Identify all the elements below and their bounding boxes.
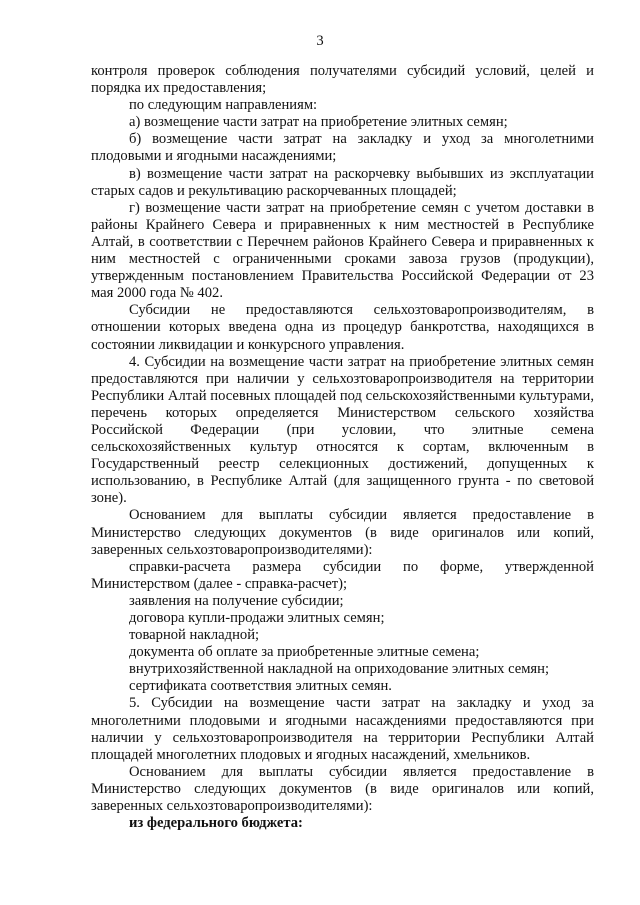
- doc-item-internal-invoice: внутрихозяйственной накладной на оприходование элитных семян;: [129, 661, 550, 678]
- list-item-a: а) возмещение части затрат на приобретение элитных семян;: [129, 114, 508, 131]
- paragraph-control-continuation: контроля проверок соблюдения получателями субсидий условий, целей и порядка их предоставления;: [91, 63, 594, 97]
- doc-item-calculation: справки-расчета размера субсидии по форме, утвержденной Министерством (далее - справка-расчет);: [91, 558, 594, 592]
- page-number: 3: [316, 33, 324, 49]
- heading-federal-budget: из федерального бюджета:: [129, 815, 303, 832]
- list-item-b: б) возмещение части затрат на закладку и уход за многолетними плодовыми и ягодными насаждениями;: [91, 131, 594, 165]
- paragraph-section-5: 5. Субсидии на возмещение части затрат на закладку и уход за многолетними плодовыми и ягодными насаждениями предоставляются при наличии у сельхозтоваропроизводителя на территории Республики Алтай площадей многолетних плодовых и ягодных насаждений, хмельников.: [91, 695, 594, 763]
- paragraph-basis-4: Основанием для выплаты субсидии является предоставление в Министерство следующих документов (в виде оригиналов или копий, заверенных сельхозтоваропроизводителями):: [91, 507, 594, 558]
- doc-item-certificate: сертификата соответствия элитных семян.: [129, 678, 392, 695]
- doc-item-invoice: товарной накладной;: [129, 627, 260, 644]
- list-item-v: в) возмещение части затрат на раскорчевку выбывших из эксплуатации старых садов и рекультивацию раскорчеванных площадей;: [91, 165, 594, 199]
- doc-item-contract: договора купли-продажи элитных семян;: [129, 610, 385, 626]
- paragraph-section-4: 4. Субсидии на возмещение части затрат на приобретение элитных семян предоставляются при наличии у сельхозтоваропроизводителя на территории Республики Алтай посевных площадей под сельскохозяйственными культурами, перечень которых определяется Министерством сельского хозяйства Российской Федерации (при условии, что элитные семена сельскохозяйственных культур относятся к сортам, включенным в Государственный реестр селекционных достижений, допущенных к использованию, в Республике Алтай (для защищенного грунта - по световой зоне).: [91, 353, 594, 507]
- doc-item-application: заявления на получение субсидии;: [129, 592, 344, 609]
- list-item-g: г) возмещение части затрат на приобретение семян с учетом доставки в районы Крайнего Севера и приравненных к ним местностей в Республике Алтай, в соответствии с Перечнем районов Крайнего Севера и приравненных к ним местностей с ограниченными сроками завоза грузов (продукции), утвержденным постановлением Правительства Российской Федерации от 23 мая 2000 года № 402.: [91, 199, 594, 302]
- paragraph-no-subsidies: Субсидии не предоставляются сельхозтоваропроизводителям, в отношении которых введена одна из процедур банкротства, находящихся в состоянии ликвидации и конкурсного управления.: [91, 302, 594, 353]
- paragraph-basis-5: Основанием для выплаты субсидии является предоставление в Министерство следующих документов (в виде оригиналов или копий, заверенных сельхозтоваропроизводителями):: [91, 763, 594, 815]
- document-body: [91, 63, 594, 832]
- paragraph-directions-intro: по следующим направлениям:: [129, 97, 318, 114]
- doc-item-payment: документа об оплате за приобретенные элитные семена;: [129, 644, 480, 661]
